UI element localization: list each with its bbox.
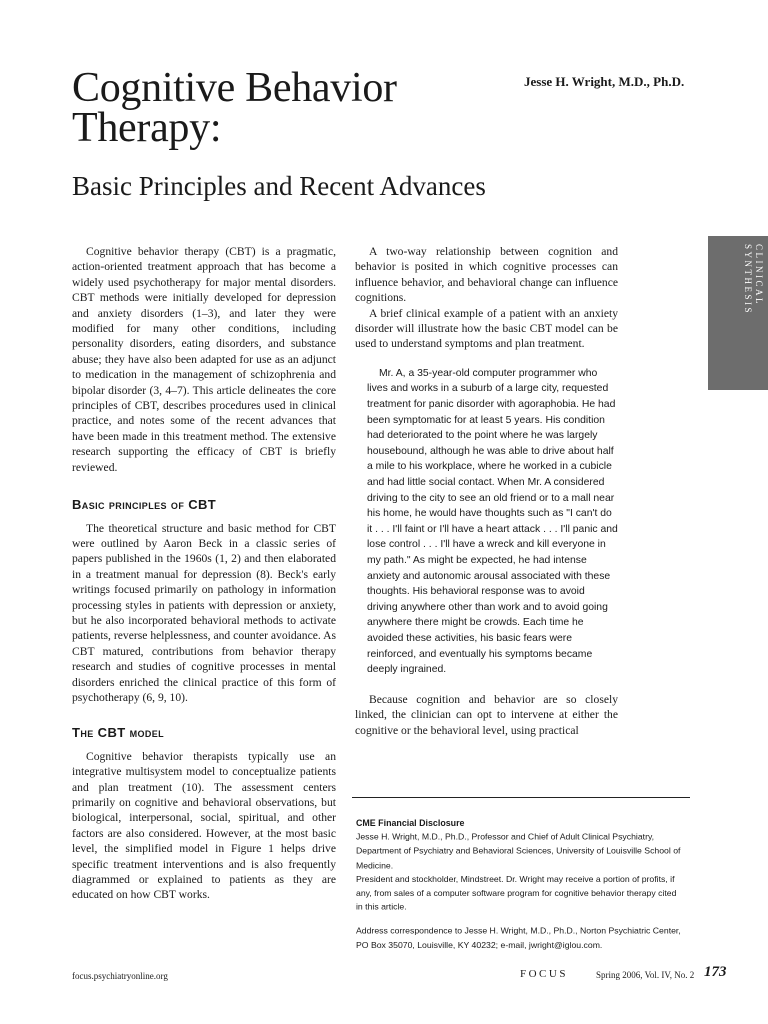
author-name: Jesse H. Wright, M.D., Ph.D. xyxy=(524,74,685,89)
section-heading-cbt-model: The CBT model xyxy=(72,725,165,741)
section-heading-basic-principles: Basic principles of CBT xyxy=(72,497,217,513)
disclosure-conflict: President and stockholder, Mindstreet. Dr. Wright may receive a portion of profits, if any, from sales of a computer software program for cognitive behavior therapy cited in this article. xyxy=(356,873,677,912)
footer-url: focus.psychiatryonline.org xyxy=(72,971,168,981)
section-tab-line-2: SYNTHESIS xyxy=(743,244,753,316)
title-line-1: Cognitive Behavior xyxy=(72,65,397,111)
page-number: 173 xyxy=(704,964,727,980)
right-column xyxy=(355,244,618,738)
footer-issue: Spring 2006, Vol. IV, No. 2 xyxy=(596,970,695,980)
cbt-model-paragraph: Cognitive behavior therapists typically use an integrative multisystem model to conceptualize patients and plan treatment (10). The assessment centers primarily on cognitive and behavioral observations, but biological, interpersonal, social, spiritual, and other factors are also considered. However, at the most basic level, the simplified model in Figure 1 helps drive specific treatment interventions and is also frequently diagrammed or explained to patients as they are educated on how CBT works. xyxy=(72,749,336,902)
section-tab xyxy=(708,236,768,390)
case-example-text: Mr. A, a 35-year-old computer programmer who lives and works in a suburb of a large city, requested treatment for panic disorder with agoraphobia. He had been symptomatic for at least 5 years. His condition had deteriorated to the point where he was largely housebound, although he was able to drive about half a mile to his workplace, where he worked in a cubicle and had little social contact. When Mr. A considered driving to the city to see an old friend or to a mall near his home, he would have thoughts such as "I can't do it . . . I'll faint or I'll have a heart attack . . . I'll panic and lose control . . . I'll have a wreck and kill everyone in my path." As might be expected, he had intense anxiety and autonomic arousal associated with these thoughts. His behavioral response was to avoid driving anywhere other than work and to avoid going anywhere there might be crowds. Each time he avoided these activities, his basic fears were reinforced, and eventually his symptoms became deeply ingrained. xyxy=(367,367,618,676)
relationship-paragraph: A two-way relationship between cognition and behavior is posited in which cognitive processes can influence behavior, and behavioral change can influence cognitions. xyxy=(355,245,618,305)
disclosure-divider xyxy=(352,797,690,798)
cme-disclosure-box xyxy=(356,816,683,952)
article-subtitle: Basic Principles and Recent Advances xyxy=(72,171,486,201)
disclosure-title: CME Financial Disclosure xyxy=(356,817,465,828)
footer-journal-name: FOCUS xyxy=(520,968,568,980)
case-example xyxy=(367,366,618,678)
section-tab-line-1: CLINICAL xyxy=(754,244,764,306)
correspondence-address: Address correspondence to Jesse H. Wright, M.D., Ph.D., Norton Psychiatric Center, PO Box 35070, Louisville, KY 40232; e-mail, jwright@iglou.com. xyxy=(356,925,681,950)
intervention-paragraph: Because cognition and behavior are so closely linked, the clinician can opt to intervene at either the cognitive or the behavioral level, using practical xyxy=(355,692,618,737)
example-intro-paragraph: A brief clinical example of a patient with an anxiety disorder will illustrate how the basic CBT model can be used to understand symptoms and plan treatment. xyxy=(355,306,618,351)
left-column xyxy=(72,244,336,903)
intro-paragraph: Cognitive behavior therapy (CBT) is a pragmatic, action-oriented treatment approach that has become a widely used psychotherapy for major mental disorders. CBT methods were initially developed for depression and anxiety disorders (1–3), and later they were modified for many other conditions, including personality disorders, eating disorders, and substance abuse; they have also been adapted for use as an adjunct to medication in the management of schizophrenia and bipolar disorder (3, 4–7). This article delineates the core principles of CBT, describes procedures used in clinical practice, and notes some of the recent advances that have been made in this treatment method. The extensive research supporting the efficacy of CBT is briefly reviewed. xyxy=(72,245,336,474)
disclosure-affiliation: Jesse H. Wright, M.D., Ph.D., Professor and Chief of Adult Clinical Psychiatry, Department of Psychiatry and Behavioral Sciences, University of Louisville School of Medicine. xyxy=(356,831,681,870)
title-line-2: Therapy: xyxy=(72,105,222,151)
basic-principles-paragraph: The theoretical structure and basic method for CBT were outlined by Aaron Beck in a classic series of papers published in the 1960s (1, 2) and then elaborated in a treatment manual for depression (8). Beck's early writings focused primarily on pathology in information processing styles in patients with depression or anxiety, but he also incorporated behavioral methods to activate patients, reverse helplessness, and counter avoidance. As CBT matured, contributions from behavior therapy research and studies of cognitive processes in mental disorders enriched the clinical practice of this form of psychotherapy (6, 9, 10). xyxy=(72,521,336,704)
section-tab-label xyxy=(738,244,764,315)
article-title xyxy=(72,65,397,151)
